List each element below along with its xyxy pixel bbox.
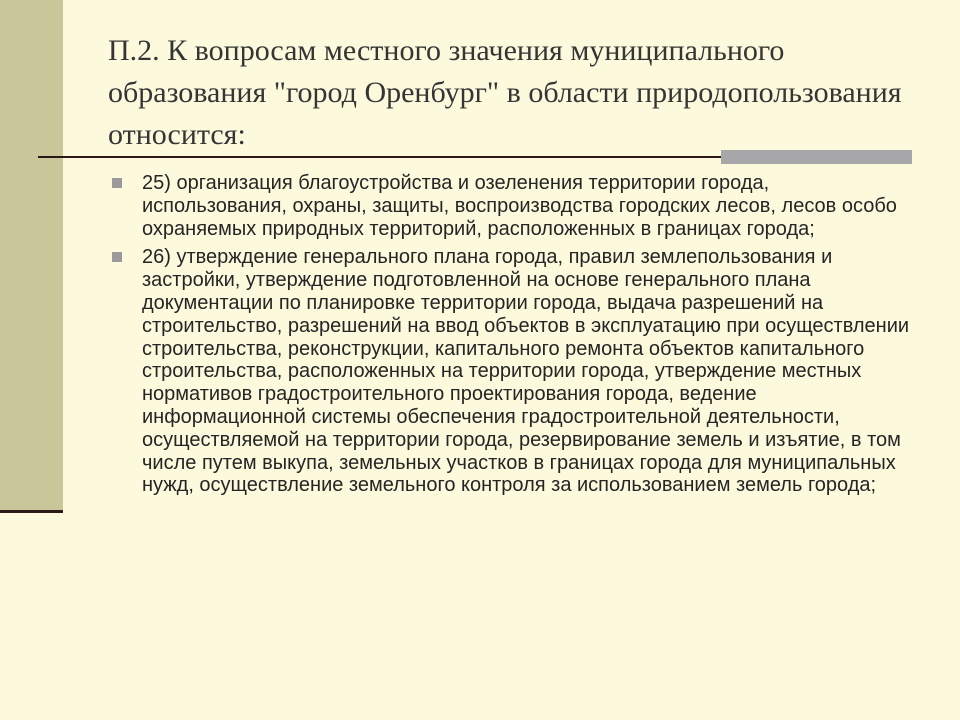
title-accent-bar: [721, 150, 912, 164]
side-decoration-line: [0, 510, 63, 513]
slide-content: [112, 172, 912, 503]
bullet-item-25: [112, 172, 912, 240]
bullet-text: 26) утверждение генерального плана города, правил землепользования и застройки, утверждение подготовленной на основе генерального плана документации по планировке территории города, выдача разрешений на строительство, разрешений на ввод объектов в эксплуатацию при осуществлении строительства, реконструкции, капитального ремонта объектов капитального строительства, расположенных на территории города, утверждение местных нормативов градостроительного проектирования города, ведение информационной системы обеспечения градостроительной деятельности, осуществляемой на территории города, резервирование земель и изъятие, в том числе путем выкупа, земельных участков в границах города для муниципальных нужд, осуществление земельного контроля за использованием земель города;: [142, 246, 910, 497]
side-decoration-strip: [0, 0, 63, 510]
bullet-item-26: [112, 246, 912, 497]
slide-title: П.2. К вопросам местного значения муниципального образования "город Оренбург" в области природопользования относится:: [108, 34, 902, 151]
bullet-text: 25) организация благоустройства и озеленения территории города, использования, охраны, защиты, воспроизводства городских лесов, лесов особо охраняемых природных территорий, расположенных в границах города;: [142, 172, 897, 240]
square-bullet-icon: [112, 178, 122, 188]
square-bullet-icon: [112, 252, 122, 262]
